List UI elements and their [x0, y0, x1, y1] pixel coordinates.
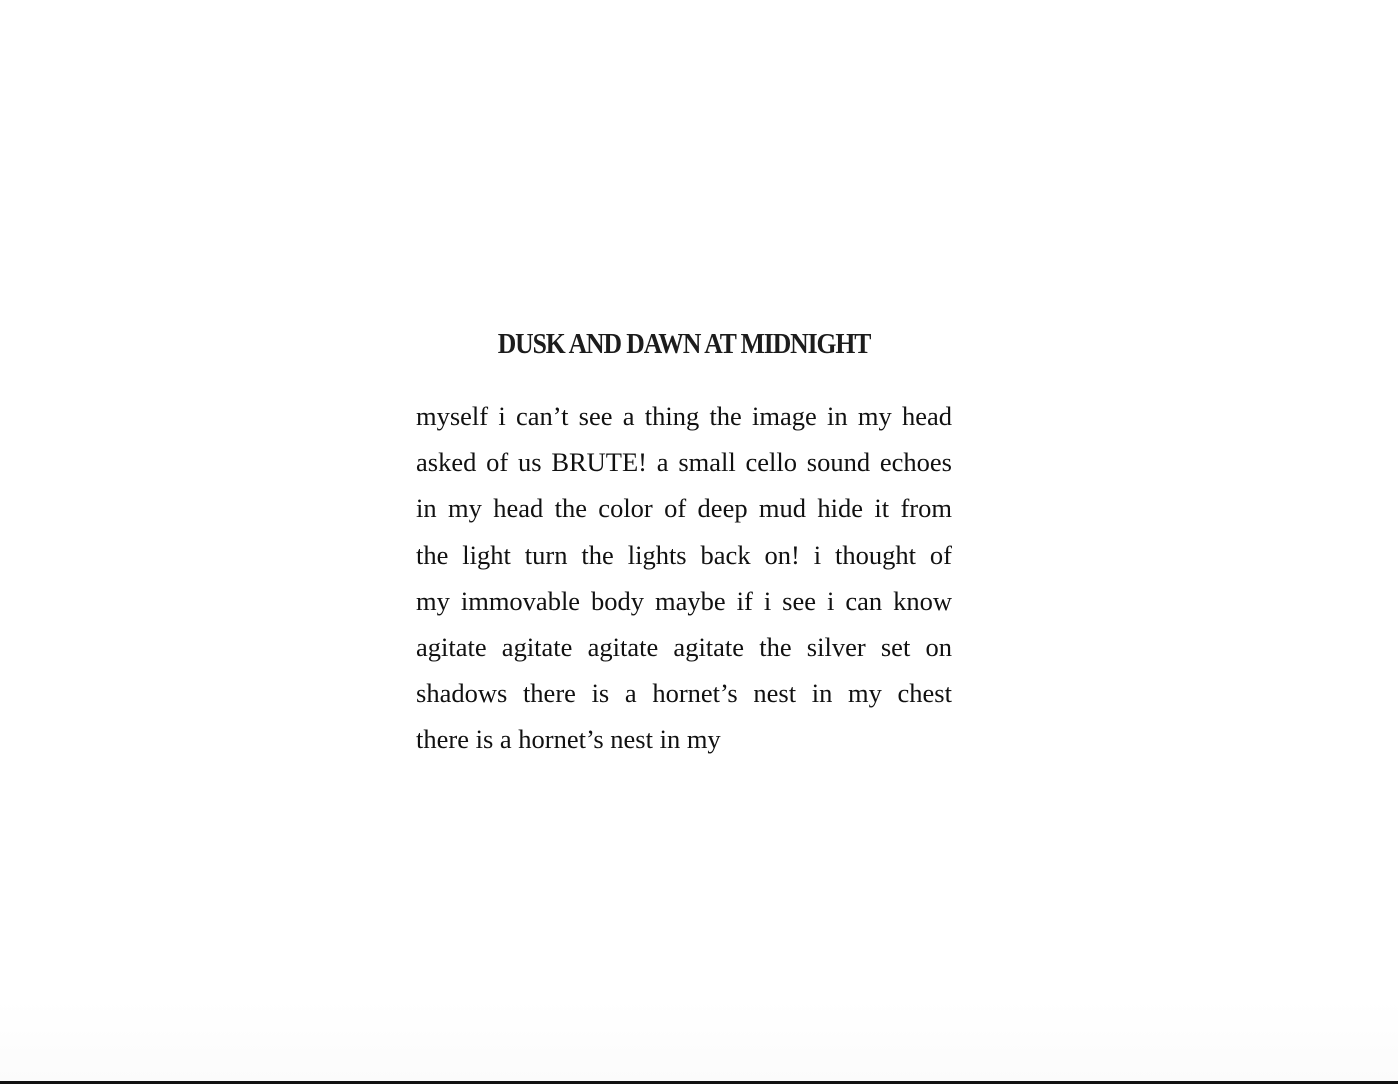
poem-line: agitate agitate agitate agitate the silver set on: [416, 631, 952, 662]
poem-line: there is a hornet’s nest in my: [416, 724, 721, 755]
poem-line: my immovable body maybe if i see i can know: [416, 585, 952, 616]
poem-body: [416, 393, 952, 763]
poem-line: asked of us BRUTE! a small cello sound echoes: [416, 447, 952, 478]
poem: [416, 320, 952, 755]
poem-line: myself i can’t see a thing the image in my head: [416, 401, 952, 431]
poem-line: shadows there is a hornet’s nest in my chest: [416, 678, 952, 709]
poem-title: DUSK AND DAWN AT MIDNIGHT: [497, 329, 871, 360]
poem-line: in my head the color of deep mud hide it from: [416, 493, 952, 524]
poem-line: the light turn the lights back on! i thought of: [416, 539, 952, 570]
